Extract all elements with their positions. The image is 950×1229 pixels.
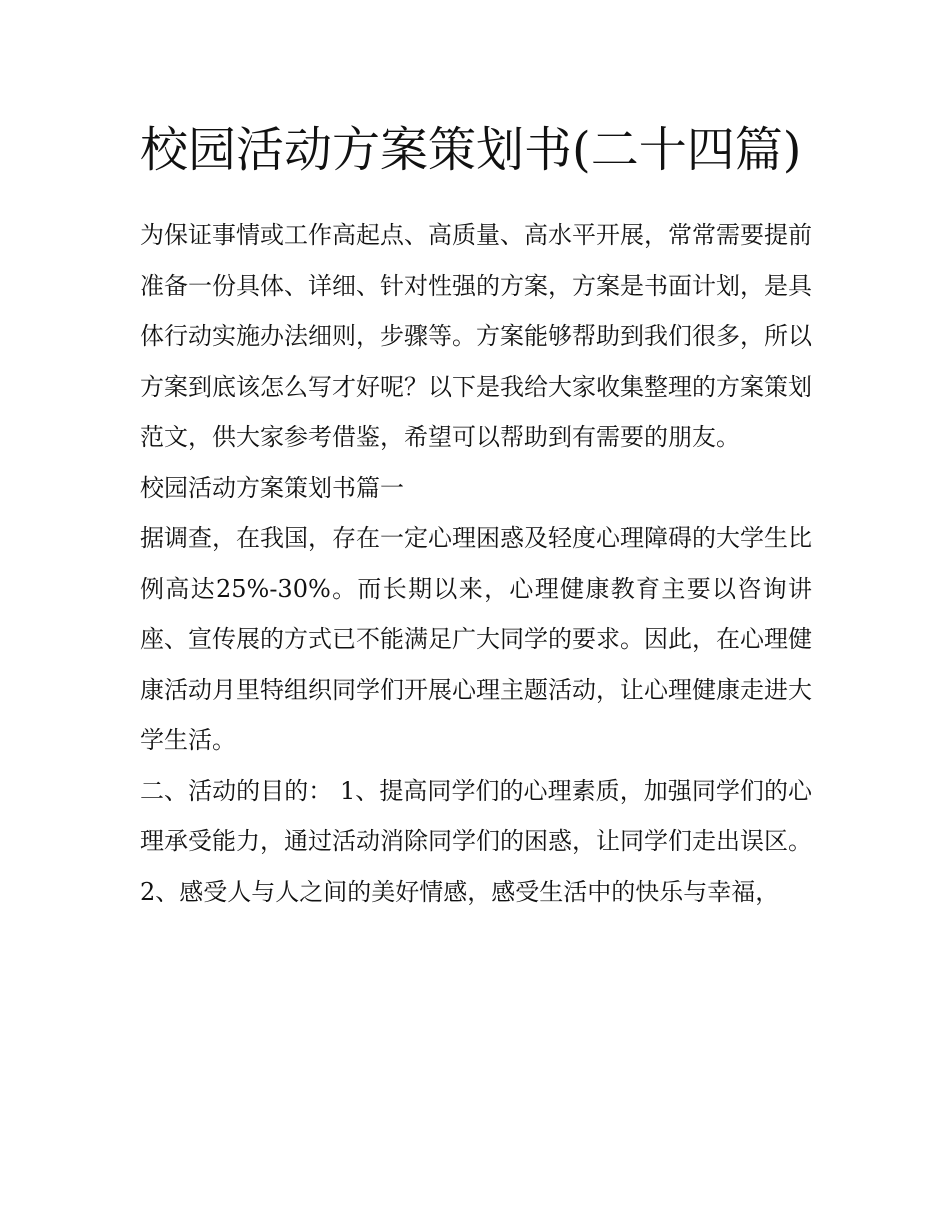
body-paragraph: 据调查，在我国，存在一定心理困惑及轻度心理障碍的大学生比例高达25%-30%。而长期以来，心理健康教育主要以咨询讲座、宣传展的方式已不能满足广大同学的要求。因此，在心理健康活动月里特组织同学们开展心理主题活动，让心理健康走进大学生活。 (140, 524, 812, 754)
document-title: 校园活动方案策划书(二十四篇) (140, 122, 802, 178)
body-paragraph: 2、感受人与人之间的美好情感，感受生活中的快乐与幸福， (140, 877, 780, 906)
intro-paragraph: 为保证事情或工作高起点、高质量、高水平开展，常常需要提前准备一份具体、详细、针对性强的方案，方案是书面计划，是具体行动实施办法细则，步骤等。方案能够帮助到我们很多，所以方案到底该怎么写才好呢？以下是我给大家收集整理的方案策划范文，供大家参考借鉴，希望可以帮助到有需要的朋友。 (140, 221, 812, 451)
section-heading: 校园活动方案策划书篇一 (140, 473, 404, 502)
body-paragraph: 二、活动的目的： 1、提高同学们的心理素质，加强同学们的心理承受能力，通过活动消除同学们的困惑，让同学们走出误区。 (140, 776, 812, 855)
document-body (140, 112, 812, 917)
